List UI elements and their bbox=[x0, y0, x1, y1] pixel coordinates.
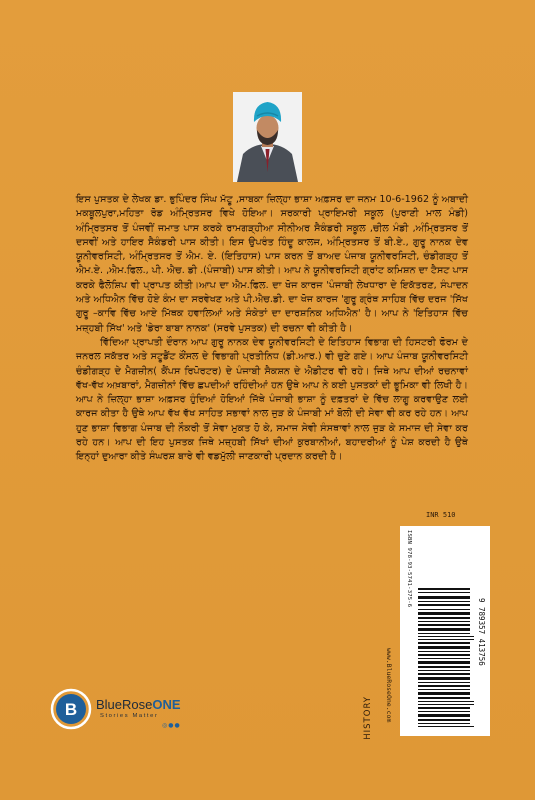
isbn-text: ISBN 978-93-5741-375-6 bbox=[406, 530, 412, 608]
instagram-icon: ◎ bbox=[162, 722, 169, 729]
genre-label: HISTORY bbox=[363, 696, 373, 740]
publisher-name bbox=[96, 697, 181, 712]
publisher-logo bbox=[50, 688, 190, 732]
isbn-digits: 9 789357 413756 bbox=[477, 598, 486, 666]
author-photo bbox=[233, 92, 302, 182]
author-portrait-image bbox=[233, 92, 302, 182]
bio-paragraph-2: ਵਿੱਦਿਆ ਪ੍ਰਾਪਤੀ ਦੌਰਾਨ ਆਪ ਗੁਰੂ ਨਾਨਕ ਦੇਵ ਯੂਨੀਵਰਸਿਟੀ ਦੇ ਇਤਿਹਾਸ ਵਿਭਾਗ ਦੀ ਹਿਸਟਰੀ ਫੋਰਮ ਦੇ ਜਨਰਲ ਸਕੱਤਰ ਅਤੇ ਸਟੂਡੈਂਟ ਕੌਂਸਲ ਦੇ ਵਿਭਾਗੀ ਪ੍ਰਤੀਨਿਧ (ਡੀ.ਆਰ.) ਵੀ ਚੁਣੇ ਗਏ। ਆਪ ਪੰਜਾਬ ਯੂਨੀਵਰਸਿਟੀ ਚੰਡੀਗੜ੍ਹ ਦੇ ਮੈਗਜ਼ੀਨ( ਕੈਂਪਸ ਰਿਪੋਰਟਰ) ਦੇ ਪੰਜਾਬੀ ਸੈਕਸ਼ਨ ਦੇ ਐਡੀਟਰ ਵੀ ਰਹੇ। ਜਿਥੇ ਆਪ ਦੀਆਂ ਰਚਨਾਵਾਂ ਵੱਖ-ਵੱਖ ਅਖ਼ਬਾਰਾਂ, ਮੈਗਜ਼ੀਨਾਂ ਵਿੱਚ ਛਪਦੀਆਂ ਰਹਿੰਦੀਆਂ ਹਨ ਉਥੇ ਆਪ ਨੇ ਕਈ ਪੁਸਤਕਾਂ ਦੀ ਭੂਮਿਕਾ ਵੀ ਲਿਖੀ ਹੈ। ਆਪ ਨੇ ਜ਼ਿਲ੍ਹਾ ਭਾਸ਼ਾ ਅਫ਼ਸਰ ਹੁੰਦਿਆਂ ਹੋਇਆਂ ਜਿੱਥੇ ਪੰਜਾਬੀ ਭਾਸ਼ਾ ਨੂੰ ਦਫ਼ਤਰਾਂ ਦੇ ਵਿੱਚ ਲਾਗੂ ਕਰਵਾਉਣ ਲਈ ਕਾਰਜ ਕੀਤਾ ਹੈ ਉਥੇ ਆਪ ਵੱਖ ਵੱਖ ਸਾਹਿਤ ਸਭਾਵਾਂ ਨਾਲ ਜੁੜ ਕੇ ਪੰਜਾਬੀ ਮਾਂ ਬੋਲੀ ਦੀ ਸੇਵਾ ਵੀ ਕਰ ਰਹੇ ਹਨ। ਆਪ ਹੁਣ ਭਾਸ਼ਾ ਵਿਭਾਗ ਪੰਜਾਬ ਦੀ ਨੌਕਰੀ ਤੋਂ ਸੇਵਾ ਮੁਕਤ ਹੋ ਕੇ, ਸਮਾਜ ਸੇਵੀ ਸੰਸਥਾਵਾਂ ਨਾਲ ਜੁੜ ਕੇ ਸਮਾਜ ਦੀ ਸੇਵਾ ਕਰ ਰਹੇ ਹਨ। ਆਪ ਦੀ ਇਹ ਪੁਸਤਕ ਜਿਥੇ ਮਜ਼੍ਹਬੀ ਸਿੱਖਾਂ ਦੀਆਂ ਕੁਰਬਾਨੀਆਂ, ਬਹਾਦਰੀਆਂ ਨੂੰ ਪੇਸ਼ ਕਰਦੀ ਹੈ ਉਥੇ ਇਨ੍ਹਾਂ ਦੁਆਰਾ ਕੀਤੇ ਸੰਘਰਸ਼ ਬਾਰੇ ਵੀ ਵਡਮੁੱਲੀ ਜਾਣਕਾਰੀ ਪ੍ਰਦਾਨ ਕਰਦੀ ਹੈ। bbox=[76, 336, 468, 463]
publisher-website: www.BlueRoseOne.com bbox=[385, 648, 393, 723]
facebook-icon: ● bbox=[168, 722, 175, 729]
bio-paragraph-1: ਇਸ ਪੁਸਤਕ ਦੇ ਲੇਖਕ ਡਾ. ਭੁਪਿੰਦਰ ਸਿੰਘ ਮੱਟੂ ,ਸਾਬਕਾ ਜ਼ਿਲ੍ਹਾ ਭਾਸ਼ਾ ਅਫ਼ਸਰ ਦਾ ਜਨਮ 10-6-1962 ਨੂੰ ਅਬਾਦੀ ਮਕਬੂਲਪੁਰਾ,ਮਹਿਤਾ ਰੋਡ ਅੰਮ੍ਰਿਤਸਰ ਵਿਖੇ ਹੋਇਆ। ਸਰਕਾਰੀ ਪ੍ਰਾਇਮਰੀ ਸਕੂਲ (ਪੁਰਾਣੀ ਮਾਲ ਮੰਡੀ) ਅੰਮ੍ਰਿਤਸਰ ਤੋਂ ਪੰਜਵੀਂ ਜਮਾਤ ਪਾਸ ਕਰਕੇ ਰਾਮਗੜ੍ਹੀਆ ਸੀਨੀਅਰ ਸੈਕੰਡਰੀ ਸਕੂਲ ,ਚੀਲ ਮੰਡੀ ,ਅੰਮ੍ਰਿਤਸਰ ਤੋਂ ਦਸਵੀਂ ਅਤੇ ਹਾਇਰ ਸੈਕੰਡਰੀ ਪਾਸ ਕੀਤੀ। ਇਸ ਉਪਰੰਤ ਹਿੰਦੂ ਕਾਲਜ, ਅੰਮ੍ਰਿਤਸਰ ਤੋਂ ਬੀ.ਏ., ਗੁਰੂ ਨਾਨਕ ਦੇਵ ਯੂਨੀਵਰਸਿਟੀ, ਅੰਮ੍ਰਿਤਸਰ ਤੋਂ ਐਮ. ਏ. (ਇਤਿਹਾਸ) ਪਾਸ ਕਰਨ ਤੋਂ ਬਾਅਦ ਪੰਜਾਬ ਯੂਨੀਵਰਸਿਟੀ, ਚੰਡੀਗੜ੍ਹ ਤੋਂ ਐਮ.ਏ. ,ਐਮ.ਫਿਲ., ਪੀ. ਐਚ. ਡੀ .(ਪੰਜਾਬੀ) ਪਾਸ ਕੀਤੀ। ਆਪ ਨੇ ਯੂਨੀਵਰਸਿਟੀ ਗ੍ਰਾਂਟ ਕਮਿਸ਼ਨ ਦਾ ਟੈਸਟ ਪਾਸ ਕਰਕੇ ਫੈਲੋਸ਼ਿਪ ਵੀ ਪ੍ਰਾਪਤ ਕੀਤੀ।ਆਪ ਦਾ ਐਮ.ਫਿਲ. ਦਾ ਖੋਜ ਕਾਰਜ 'ਪੰਜਾਬੀ ਲੇਖਧਾਰਾ ਦੇ ਇਕੱਤਰਣ, ਸੰਪਾਦਨ ਅਤੇ ਅਧਿਐਨ ਵਿੱਚ ਹੋਏ ਕੰਮ ਦਾ ਸਰਵੇਖਣ ਅਤੇ ਪੀ.ਐਚ.ਡੀ. ਦਾ ਖੋਜ ਕਾਰਜ 'ਗੁਰੂ ਗ੍ਰੰਥ ਸਾਹਿਬ ਵਿੱਚ ਦਰਜ 'ਸਿੱਖ ਗੁਰੂ –ਕਾਵਿ ਵਿੱਚ ਆਏ ਮਿੱਥਕ ਹਵਾਲਿਆਂ ਅਤੇ ਸੰਕੇਤਾਂ ਦਾ ਦਾਰਸ਼ਨਿਕ ਅਧਿਐਨ' ਹੈ। ਆਪ ਨੇ 'ਇਤਿਹਾਸ ਵਿੱਚ ਮਜ਼੍ਹਬੀ ਸਿੱਖ' ਅਤੇ 'ਡੇਰਾ ਬਾਬਾ ਨਾਨਕ' (ਸਰਵੇ ਪੁਸਤਕ) ਦੀ ਰਚਨਾ ਵੀ ਕੀਤੀ ਹੈ। bbox=[76, 194, 468, 334]
bluerose-logo-icon bbox=[50, 688, 92, 730]
svg-text:B: B bbox=[64, 700, 78, 719]
social-icons bbox=[162, 722, 181, 729]
publisher-tagline: Stories Matter bbox=[100, 713, 159, 719]
isbn-barcode bbox=[400, 526, 490, 736]
price-label: INR 510 bbox=[426, 511, 456, 519]
author-biography bbox=[76, 193, 468, 465]
twitter-icon: ● bbox=[174, 722, 181, 729]
publisher-name-part-1: BlueRose bbox=[96, 697, 153, 712]
publisher-name-part-2: ONE bbox=[152, 697, 181, 712]
